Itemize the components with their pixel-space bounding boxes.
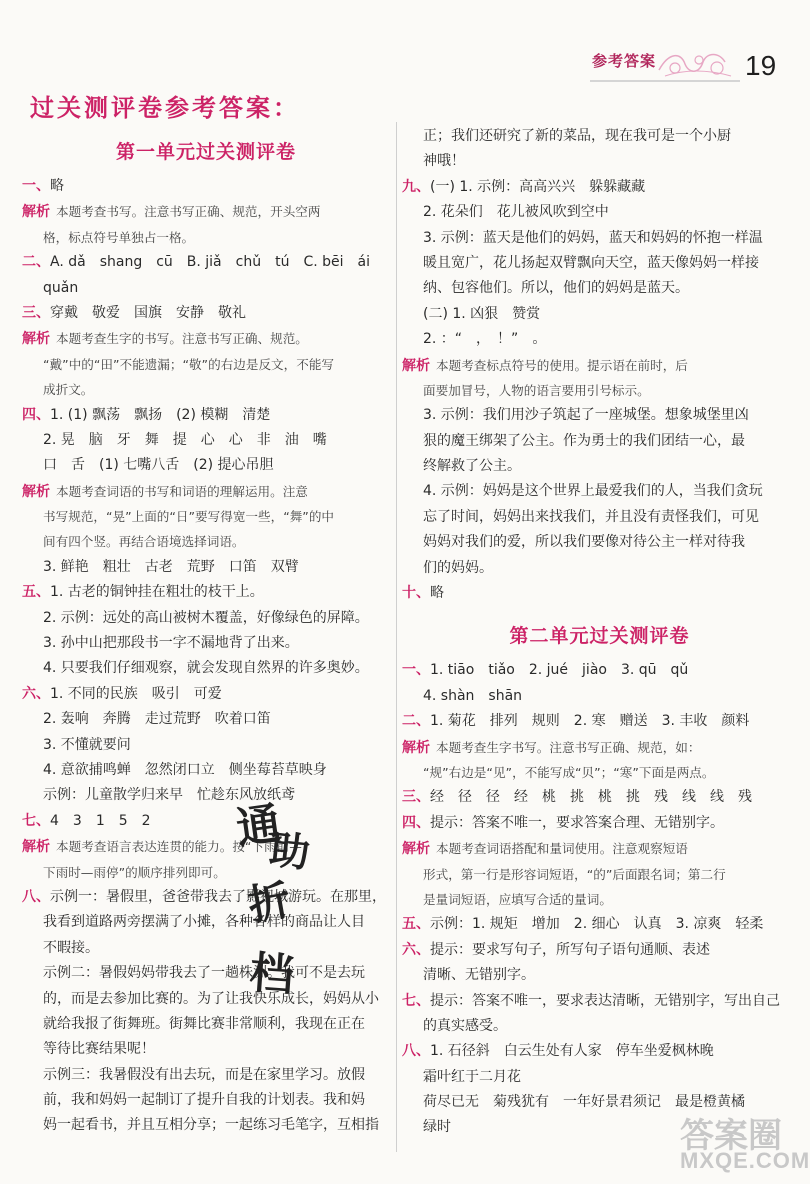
answer-text: 忘了时间，妈妈出来找我们，并且没有责怪我们，可见 <box>423 508 759 525</box>
handwritten-mark: 通 <box>233 798 284 855</box>
answer-text: 狠的魔王绑架了公主。作为勇士的我们团结一心，最 <box>423 432 745 449</box>
analysis-label: 解析 <box>402 739 430 756</box>
page-header <box>0 0 810 122</box>
answer-text: 1. 菊花 排列 规则 2. 寒 赠送 3. 丰收 颜料 <box>430 713 750 730</box>
answer-text: 绿时 <box>423 1119 451 1136</box>
analysis-label: 解析 <box>22 331 50 348</box>
answer-text: 经 径 径 经 桃 挑 桃 挑 残 线 线 残 <box>430 789 752 806</box>
answer-line <box>402 785 797 810</box>
answer-line <box>402 454 797 479</box>
column-divider <box>396 122 397 1152</box>
question-number: 八、 <box>402 1043 430 1060</box>
decorative-swirl-icon <box>655 46 735 80</box>
answer-text: 终解救了公主。 <box>423 458 521 475</box>
answer-line <box>22 809 390 834</box>
answer-text: “戴”中的“田”不能遗漏；“敬”的右边是反文，不能写 <box>43 356 335 372</box>
answer-text: 纳、包容他们。所以，他们的妈妈是蓝天。 <box>423 280 689 297</box>
left-column <box>22 130 390 1139</box>
question-number: 七、 <box>22 812 50 829</box>
answer-line <box>22 580 390 605</box>
answer-text: 不暇接。 <box>43 939 99 956</box>
answer-text: 2. 示例：远处的高山被树木覆盖，好像绿色的屏障。 <box>43 609 369 626</box>
answer-text: 本题考查词语搭配和量词使用。注意观察短语 <box>436 841 688 857</box>
answer-line <box>22 885 390 910</box>
unit1-answers-continued <box>402 124 797 606</box>
answer-text: 本题考查生字的书写。注意书写正确、规范。 <box>56 331 308 347</box>
question-number: 四、 <box>402 814 430 831</box>
handwritten-mark: 档 <box>247 947 296 1002</box>
analysis-label: 解析 <box>22 483 50 500</box>
answer-line <box>402 1065 797 1090</box>
answer-line <box>22 428 390 453</box>
answer-line <box>22 961 390 986</box>
question-number: 五、 <box>22 584 50 601</box>
main-title: 过关测评卷参考答案： <box>30 94 300 122</box>
answer-text: 我看到道路两旁摆满了小摊，各种各样的商品让人目 <box>43 914 365 931</box>
answer-line <box>402 1039 797 1064</box>
answer-line <box>22 834 390 859</box>
answer-text: (二) 1. 凶狠 赞赏 <box>423 305 541 322</box>
answer-line <box>22 1113 390 1138</box>
answer-text: 3. 鲜艳 粗壮 古老 荒野 口笛 双臂 <box>43 558 299 575</box>
answer-line <box>22 936 390 961</box>
answer-text: 3. 示例：蓝天是他们的妈妈，蓝天和妈妈的怀抱一样温 <box>423 229 763 246</box>
answer-text: “规”右边是“见”，不能写成“贝”；“寒”下面是两点。 <box>423 764 715 780</box>
answer-line <box>22 250 390 275</box>
answer-text: 4. 只要我们仔细观察，就会发现自然界的许多奥妙。 <box>43 660 369 677</box>
answer-line <box>22 707 390 732</box>
answer-text: A. dǎ shang cū B. jiǎ chǔ tú C. bēi ái <box>50 254 370 271</box>
answer-text: 4 3 1 5 2 <box>50 812 151 829</box>
answer-text: 面要加冒号，人物的语言要用引号标示。 <box>423 382 650 398</box>
answer-line <box>22 783 390 808</box>
question-number: 三、 <box>402 789 430 806</box>
answer-line <box>402 505 797 530</box>
answer-line <box>402 378 797 403</box>
answer-line <box>402 709 797 734</box>
answer-text: 本题考查标点符号的使用。提示语在前时，后 <box>436 357 688 373</box>
answer-text: 间有四个竖。再结合语境选择词语。 <box>43 534 245 550</box>
analysis-label: 解析 <box>22 204 50 221</box>
answer-text: 正；我们还研究了新的菜品，现在我可是一个小厨 <box>423 128 731 144</box>
answer-line <box>402 963 797 988</box>
answer-line <box>22 403 390 428</box>
answer-line <box>402 556 797 581</box>
answer-line <box>402 353 797 378</box>
answer-line <box>402 912 797 937</box>
answer-line <box>402 479 797 504</box>
answer-line <box>402 938 797 963</box>
answer-text: 暖且宽广，花儿扬起双臂飘向天空，蓝天像妈妈一样接 <box>423 254 759 271</box>
answer-line <box>402 811 797 836</box>
answer-line <box>402 735 797 760</box>
answer-text: 本题考查语言表达连贯的能力。按“下雨前— <box>56 839 302 855</box>
answer-text: 荷尽已无 菊残犹有 一年好景君须记 最是橙黄橘 <box>423 1094 745 1111</box>
answer-text: 示例：儿童散学归来早 忙趁东风放纸鸢 <box>43 787 295 804</box>
analysis-label: 解析 <box>402 357 430 374</box>
answer-text: 略 <box>430 585 444 602</box>
answer-line <box>22 199 390 224</box>
answer-line <box>402 124 797 149</box>
answer-text: (一) 1. 示例：高高兴兴 躲躲藏藏 <box>430 178 646 195</box>
answer-line <box>402 581 797 606</box>
answer-text: 1. 石径斜 白云生处有人家 停车坐爱枫林晚 <box>430 1043 714 1060</box>
answer-text: 们的妈妈。 <box>423 559 493 576</box>
answer-text: 格，标点符号单独占一格。 <box>43 229 195 245</box>
question-number: 六、 <box>22 685 50 702</box>
right-column <box>402 124 797 1141</box>
answer-text: 提示：答案不唯一，要求答案合理、无错别字。 <box>430 814 724 831</box>
answer-text: 穿戴 敬爱 国旗 安静 敬礼 <box>50 304 246 321</box>
answer-text: 口 舌 (1) 七嘴八舌 (2) 提心吊胆 <box>43 457 274 474</box>
answer-line <box>402 302 797 327</box>
answer-line <box>22 1063 390 1088</box>
answer-text: 提示：要求写句子，所写句子语句通顺、表述 <box>430 941 710 958</box>
answer-text: 本题考查书写。注意书写正确、规范，开头空两 <box>56 204 321 220</box>
question-number: 一、 <box>22 178 50 194</box>
answer-text: 示例二：暑假妈妈带我去了一趟株洲。我可不是去玩 <box>43 965 365 982</box>
unit2-answers <box>402 658 797 1140</box>
answer-line <box>22 758 390 783</box>
watermark-logo: 答案圈 <box>680 1116 782 1156</box>
answer-text: 神哦！ <box>423 153 465 170</box>
answer-line <box>402 658 797 683</box>
answer-line <box>22 555 390 580</box>
answer-line <box>22 504 390 529</box>
answer-text: 4. 示例：妈妈是这个世界上最爱我们的人，当我们贪玩 <box>423 483 763 500</box>
question-number: 四、 <box>22 406 50 423</box>
answer-text: 4. shàn shān <box>423 687 523 704</box>
question-number: 十、 <box>402 585 430 602</box>
answer-text: 3. 孙中山把那段书一字不漏地背了出来。 <box>43 635 299 652</box>
unit1-title: 第一单元过关测评卷 <box>115 141 296 163</box>
answer-line <box>22 301 390 326</box>
answer-line <box>22 1012 390 1037</box>
answer-line <box>22 352 390 377</box>
answer-text: 略 <box>50 178 64 194</box>
answer-line <box>22 326 390 351</box>
handwritten-mark: 折 <box>244 874 295 931</box>
answer-line <box>22 453 390 478</box>
answer-line <box>22 174 390 199</box>
answer-text: 示例一：暑假里，爸爸带我去了影视城游玩。在那里， <box>50 888 386 905</box>
answer-text: 妈妈对我们的爱，所以我们要像对待公主一样对待我 <box>423 534 745 551</box>
question-number: 二、 <box>22 254 50 271</box>
question-number: 九、 <box>402 178 430 195</box>
answer-line <box>402 862 797 887</box>
answer-line <box>402 200 797 225</box>
answer-text: 就给我报了街舞班。街舞比赛非常顺利，我现在正在 <box>43 1015 365 1032</box>
analysis-label: 解析 <box>402 841 430 858</box>
answer-text: 成折文。 <box>43 382 94 398</box>
header-label: 参考答案 <box>592 52 657 70</box>
answer-text: quǎn <box>43 279 79 296</box>
answer-line <box>22 631 390 656</box>
answer-text: 2. 晃 脑 牙 舞 提 心 心 非 油 嘴 <box>43 431 327 448</box>
answer-text: 示例三：我暑假没有出去玩，而是在家里学习。放假 <box>43 1066 365 1083</box>
question-number: 二、 <box>402 713 430 730</box>
unit1-answers <box>22 174 390 1139</box>
question-number: 三、 <box>22 304 50 321</box>
answer-line <box>22 225 390 250</box>
answer-text: 本题考查生字书写。注意书写正确、规范，如： <box>436 739 701 755</box>
watermark-url: MXQE.COM <box>680 1148 810 1173</box>
answer-text: 书写规范，“晃”上面的“日”要写得宽一些，“舞”的中 <box>43 509 335 525</box>
handwritten-mark: 助 <box>267 826 313 877</box>
answer-line <box>402 276 797 301</box>
answer-text: 1. 不同的民族 吸引 可爱 <box>50 685 222 702</box>
unit2-title: 第二单元过关测评卷 <box>509 625 690 648</box>
answer-text: 前，我和妈妈一起制订了提升自我的计划表。我和妈 <box>43 1092 365 1109</box>
answer-line <box>402 429 797 454</box>
answer-line <box>402 530 797 555</box>
answer-text: 1. tiāo tiǎo 2. jué jiào 3. qū qǔ <box>430 662 689 679</box>
answer-line <box>22 682 390 707</box>
answer-line <box>402 887 797 912</box>
question-number: 五、 <box>402 916 430 933</box>
answer-line <box>22 276 390 301</box>
answer-text: 2. ：“ ， ！” 。 <box>423 331 547 348</box>
answer-line <box>402 1014 797 1039</box>
answer-line <box>402 327 797 352</box>
answer-text: 4. 意欲捕鸣蝉 忽然闭口立 侧坐莓苔草映身 <box>43 761 327 778</box>
answer-line <box>22 860 390 885</box>
answer-line <box>22 479 390 504</box>
answer-line <box>22 656 390 681</box>
answer-line <box>22 1088 390 1113</box>
question-number: 六、 <box>402 941 430 958</box>
answer-line <box>22 910 390 935</box>
answer-text: 是量词短语，应填写合适的量词。 <box>423 891 612 907</box>
answer-text: 的真实感受。 <box>423 1017 507 1034</box>
answer-line <box>402 989 797 1014</box>
answer-line <box>22 377 390 402</box>
answer-line <box>402 226 797 251</box>
answer-text: 2. 轰响 奔腾 走过荒野 吹着口笛 <box>43 711 271 728</box>
answer-text: 的，而是去参加比赛的。为了让我快乐成长，妈妈从小 <box>43 990 379 1007</box>
answer-line <box>22 606 390 631</box>
page-number: 19 <box>745 50 777 81</box>
answer-text: 3. 不懂就要问 <box>43 736 131 753</box>
answer-text: 示例：1. 规矩 增加 2. 细心 认真 3. 凉爽 轻柔 <box>430 916 764 933</box>
answer-line <box>22 1037 390 1062</box>
answer-line <box>22 733 390 758</box>
answer-text: 1. (1) 飘荡 飘扬 (2) 模糊 清楚 <box>50 406 271 423</box>
answer-text: 1. 古老的铜钟挂在粗壮的枝干上。 <box>50 584 264 601</box>
answer-line <box>402 175 797 200</box>
answer-line <box>22 987 390 1012</box>
answer-text: 提示：答案不唯一，要求表达清晰，无错别字，写出自己 <box>430 992 780 1009</box>
answer-text: 下雨时—雨停”的顺序排列即可。 <box>43 864 226 880</box>
answer-line <box>402 684 797 709</box>
answer-text: 3. 示例：我们用沙子筑起了一座城堡。想象城堡里凶 <box>423 407 749 424</box>
answer-line <box>22 529 390 554</box>
answer-text: 形式，第一行是形容词短语，“的”后面跟名词；第二行 <box>423 866 726 882</box>
header-rule <box>590 80 740 82</box>
answer-line <box>402 836 797 861</box>
answer-line <box>402 251 797 276</box>
answer-text: 本题考查词语的书写和词语的理解运用。注意 <box>56 483 308 499</box>
analysis-label: 解析 <box>22 839 50 856</box>
watermark <box>680 1108 810 1178</box>
question-number: 一、 <box>402 662 430 679</box>
answer-line <box>402 403 797 428</box>
answer-line <box>402 760 797 785</box>
answer-text: 等待比赛结果呢！ <box>43 1041 155 1058</box>
answer-text: 霜叶红于二月花 <box>423 1068 521 1085</box>
answer-text: 2. 花朵们 花儿被风吹到空中 <box>423 204 609 221</box>
question-number: 八、 <box>22 888 50 905</box>
answer-text: 妈一起看书，并且互相分享；一起练习毛笔字，互相指 <box>43 1117 379 1134</box>
answer-line <box>402 149 797 174</box>
question-number: 七、 <box>402 992 430 1009</box>
answer-text: 清晰、无错别字。 <box>423 967 535 984</box>
